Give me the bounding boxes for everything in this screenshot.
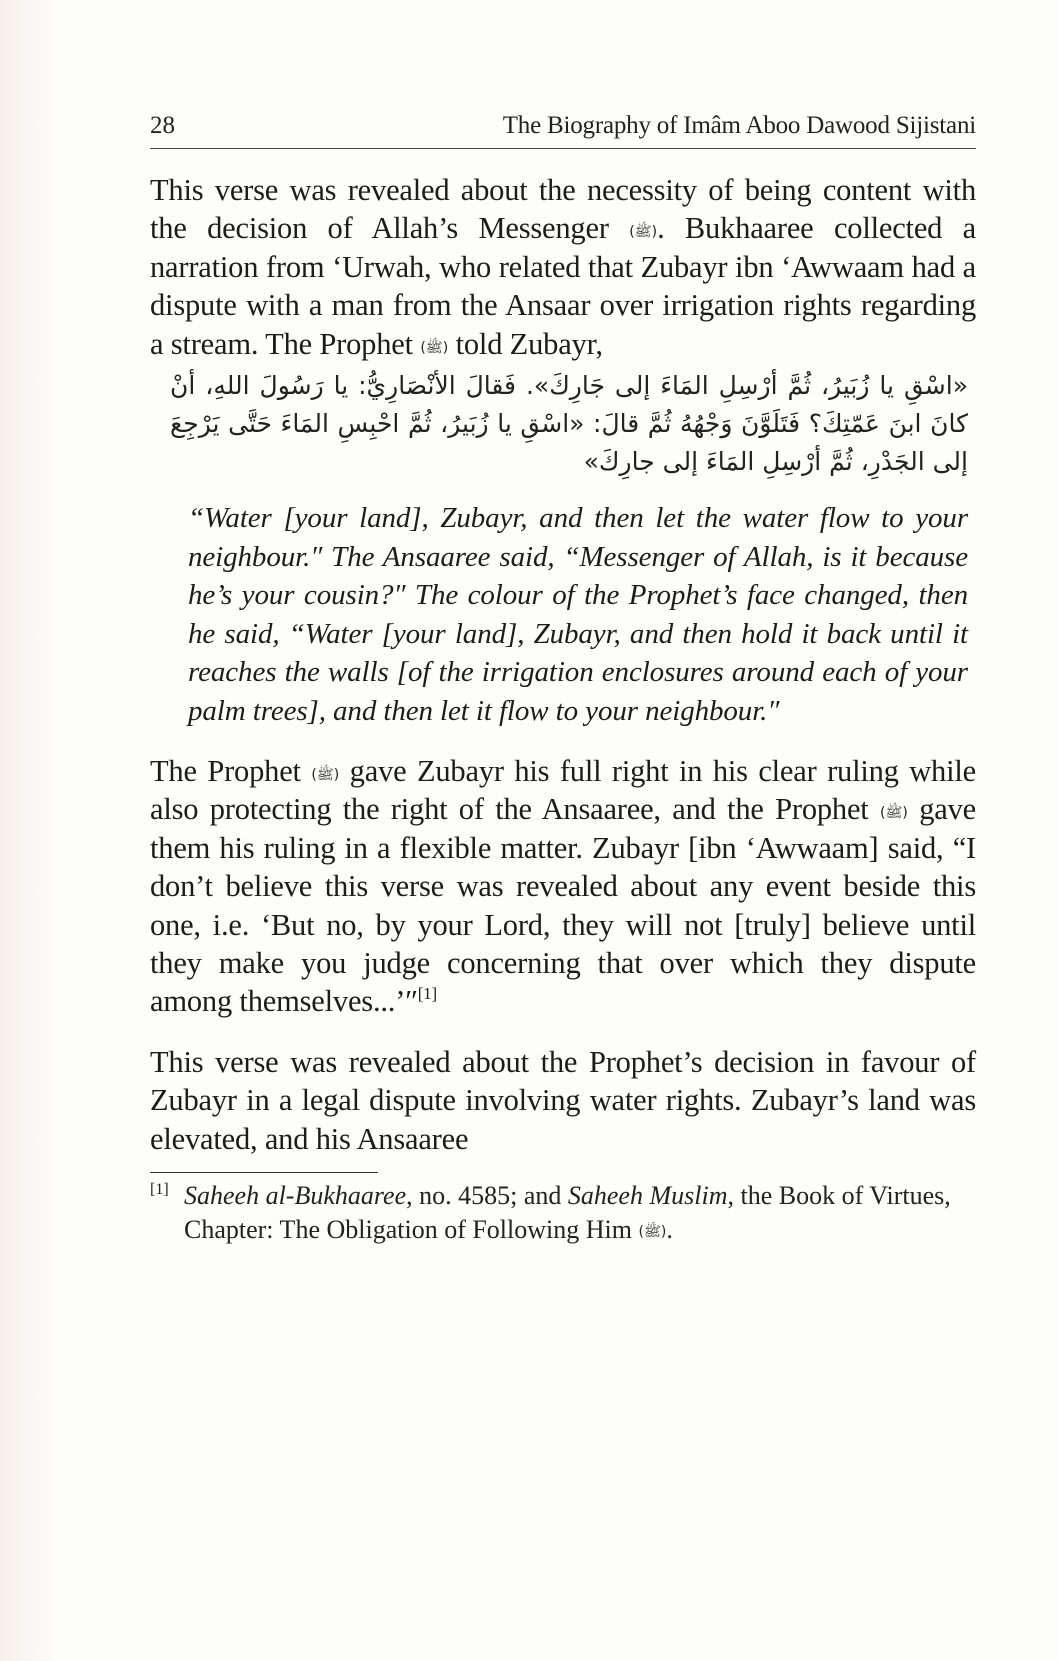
paragraph-1-text-c: told Zubayr, [448,326,603,361]
footnote-source-bukhari: Saheeh al-Bukhaaree [184,1181,407,1211]
footnote-text-a: , no. 4585; and [406,1181,568,1211]
paragraph-3: This verse was revealed about the Prophet’s decision in favour of Zubayr in a legal dispute involving water rights. Zubayr’s land was elevated, and his Ansaaree [150,1044,976,1156]
paragraph-2-text-c: gave them his ruling in a flexible matter. Zubayr [ibn ‘Awwaam] said, “I don’t believe this verse was revealed about any event beside this one, i.e. ‘But no, by your Lord, they will not [truly] believe until they make you judge concerning that over which they dispute among themselves...’″ [150,792,977,1019]
paragraph-1-text-a: This verse was revealed about the necessity of being content with the decision of Allah’s Messenger [150,173,976,246]
footnote-text-b: , the Book of Virtues, Chapter: The Obligation of Following Him [184,1181,951,1245]
paragraph-2-text-a: The Prophet [150,754,312,789]
footnote-source-muslim: Saheeh Muslim [567,1181,728,1211]
book-page [150,108,976,1247]
arabic-hadith-text: «اسْقِ يا زُبَيرُ، ثُمَّ أرْسِلِ المَاءَ إلى جَارِكَ». فَقالَ الأنْصَارِيُّ: يا رَسُولَ اللهِ، أنْ كانَ ابنَ عَمّتِكَ؟ فَتَلَوَّنَ وَجْهُهُ ثُمَّ قالَ: «اسْقِ يا زُبَيرُ، ثُمَّ احْبِسِ المَاءَ حَتَّى يَرْجِعَ إلى الجَدْرِ، ثُمَّ أرْسِلِ المَاءَ إلى جارِكَ» [170,371,968,477]
salutation-icon: (ﷺ) [629,224,658,241]
paragraph-1-text-b: . Bukhaaree collected a narration from ‘Urwah, who related that Zubayr ibn ‘Awwaam had a dispute with a man from the Ansaar over irrigation rights regarding a stream. The Prophet [150,211,976,361]
hadith-translation: “Water [your land], Zubayr, and then let the water flow to your neighbour.″ The Ansaaree said, “Messenger of Allah, is it because he’s your cousin?″ The colour of the Prophet’s face changed, then he said, “Water [your land], Zubayr, and then hold it back until it reaches the walls [of the irrigation enclosures around each of your palm trees], and then let it flow to your neighbour.″ [188,502,968,727]
paragraph-2-text-b: gave Zubayr his full right in his clear ruling while also protecting the right of the Ansaaree, and the Prophet [150,754,976,827]
salutation-icon: (ﷺ) [420,339,449,356]
running-header [150,108,976,149]
footnote-number: [1] [150,1181,169,1199]
paragraph-2 [150,752,976,1021]
salutation-icon: (ﷺ) [638,1224,667,1241]
footnote-text [184,1179,976,1247]
page-number: 28 [150,112,175,139]
footnote-text-end: . [666,1215,673,1245]
footnote-divider [150,1172,378,1173]
paragraph-1 [150,171,976,363]
footnote-1 [150,1179,976,1247]
salutation-icon: (ﷺ) [311,767,340,784]
page-edge-shadow [0,0,60,1661]
footnote-reference[interactable]: [1] [417,984,437,1004]
book-title: The Biography of Imâm Aboo Dawood Sijistani [502,112,976,139]
salutation-icon: (ﷺ) [879,805,908,822]
